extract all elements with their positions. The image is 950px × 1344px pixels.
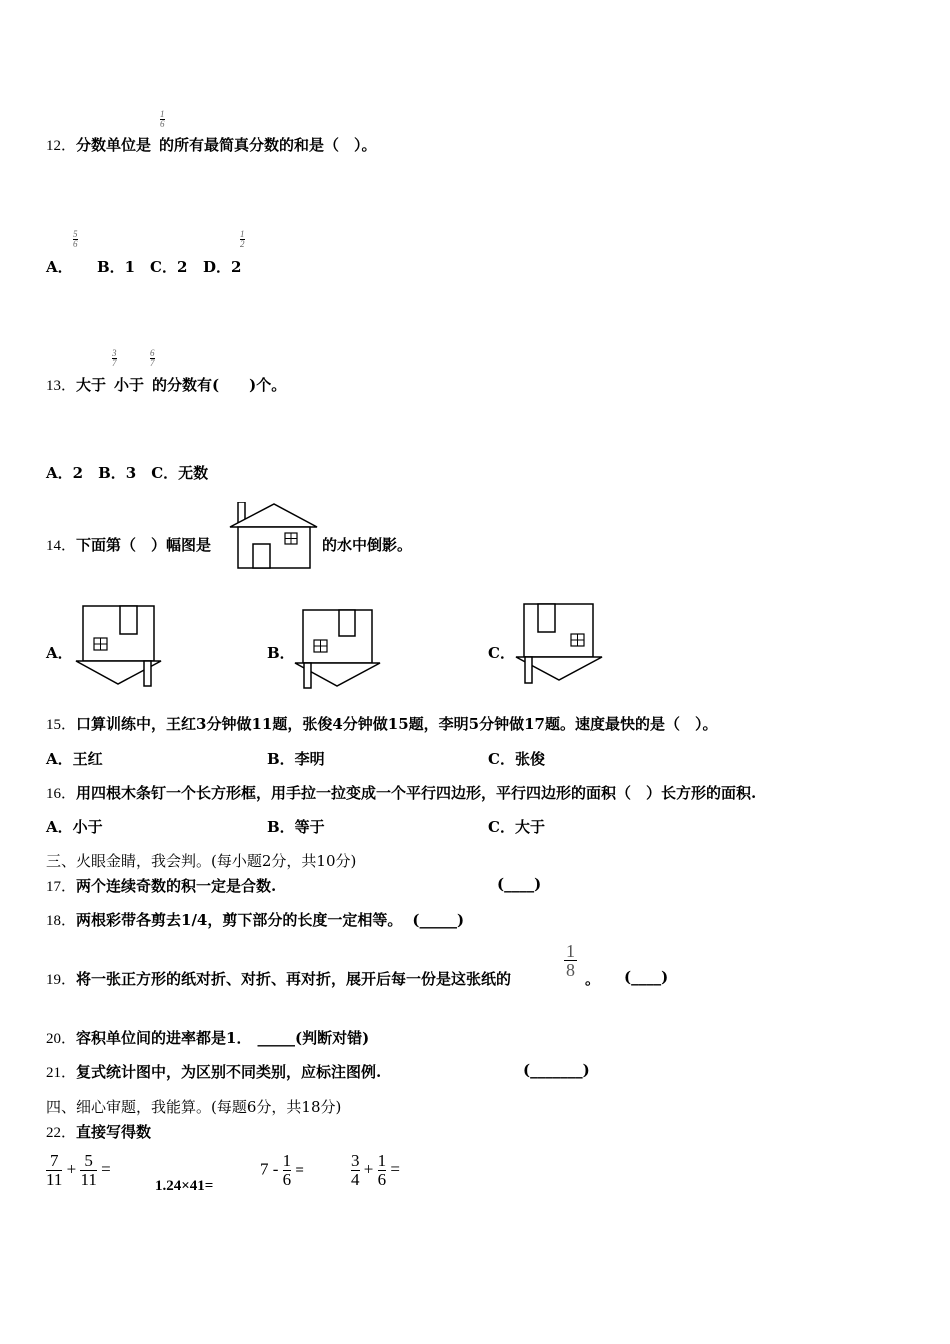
q15-option-b: B．李明 <box>267 750 325 768</box>
q13-line: 13．大于 小于 的分数有( )个。 <box>46 376 287 394</box>
q13-fraction-1: $\frac{3}{7}$ <box>112 348 117 368</box>
q19-fraction: $\frac{1}{8}$ <box>566 941 575 980</box>
q12-options <box>46 256 73 277</box>
q13-fraction-2: $\frac{6}{7}$ <box>150 348 155 368</box>
q12-option-d-fraction: $\frac{1}{2}$ <box>240 229 245 249</box>
q12-number: 12． <box>46 138 77 154</box>
q22-expression-1: $\frac{7}{11}$ + $\frac{5}{11}$ = <box>46 1151 111 1189</box>
q17-line: 17．两个连续奇数的积一定是合数. <box>46 877 277 895</box>
q12-option-b: B．1 <box>97 258 136 276</box>
section-3-heading: 三、火眼金睛，我会判。(每小题2分，共10分) <box>46 852 357 870</box>
q12-text-b: 的所有最简真分数的和是（ ）。 <box>159 136 377 154</box>
q14-text-tail: 的水中倒影。 <box>322 536 413 554</box>
q14-option-a: A． <box>46 644 73 662</box>
section-4-heading: 四、细心审题，我能算。(每题6分，共18分) <box>46 1098 342 1116</box>
q14-option-c: C． <box>488 644 515 662</box>
q21-line: 21．复式统计图中，为区别不同类别，应标注图例. <box>46 1063 382 1081</box>
q22-line: 22．直接写得数 <box>46 1123 152 1141</box>
q18-line: 18．两根彩带各剪去1/4，剪下部分的长度一定相等。 (_____) <box>46 911 465 929</box>
house-icon <box>229 502 319 570</box>
q12-unit-fraction: $\frac{1}{6}$ <box>160 109 165 129</box>
reflection-c-icon <box>515 602 605 688</box>
q20-line: 20．容积单位间的进率都是1． _____(判断对错) <box>46 1029 370 1047</box>
q15-option-a: A．王红 <box>46 750 103 768</box>
q19-line: 19．将一张正方形的纸对折、对折、再对折，展开后每一份是这张纸的 <box>46 970 512 988</box>
q14-option-b: B． <box>267 644 295 662</box>
q22-expression-3: 7 - $\frac{1}{6}$ = <box>260 1151 304 1189</box>
q22-expression-2: 1.24×41= <box>155 1178 214 1194</box>
q15-line: 15．口算训练中，王红3分钟做11题，张俊4分钟做15题，李明5分钟做17题。速度最快的是（ ）。 <box>46 715 718 733</box>
q12-option-d-label: D．2 <box>203 258 242 276</box>
q12-line <box>46 134 377 155</box>
reflection-a-icon <box>74 604 164 690</box>
q18-answer-paren[interactable]: (_____) <box>412 911 465 929</box>
q12-option-a-fraction: $\frac{5}{6}$ <box>73 229 78 249</box>
q16-line: 16．用四根木条钉一个长方形框，用手拉一拉变成一个平行四边形，平行四边形的面积（ ）长方形的面积. <box>46 784 757 802</box>
reflection-b-icon <box>294 608 384 690</box>
q15-option-c: C．张俊 <box>488 750 545 768</box>
q22-expression-4: $\frac{3}{4}$ + $\frac{1}{6}$ = <box>351 1151 400 1189</box>
q20-answer-blank[interactable]: _____ <box>257 1029 295 1047</box>
q17-answer-paren[interactable]: (____) <box>497 875 542 893</box>
q12-option-a-label: A． <box>46 258 73 276</box>
q13-options: A．2 B．3 C．无数 <box>46 464 209 482</box>
q12-text-a: 分数单位是 <box>76 136 152 154</box>
q14-line: 14．下面第（ ）幅图是 <box>46 536 212 554</box>
q19-answer-paren[interactable]: (____) <box>624 968 669 986</box>
q16-option-a: A．小于 <box>46 818 103 836</box>
q21-answer-paren[interactable]: (_______) <box>523 1061 590 1079</box>
q16-option-b: B．等于 <box>267 818 325 836</box>
q16-option-c: C．大于 <box>488 818 545 836</box>
q19-tail: 。 <box>585 970 601 988</box>
q12-option-c: C．2 <box>150 258 188 276</box>
